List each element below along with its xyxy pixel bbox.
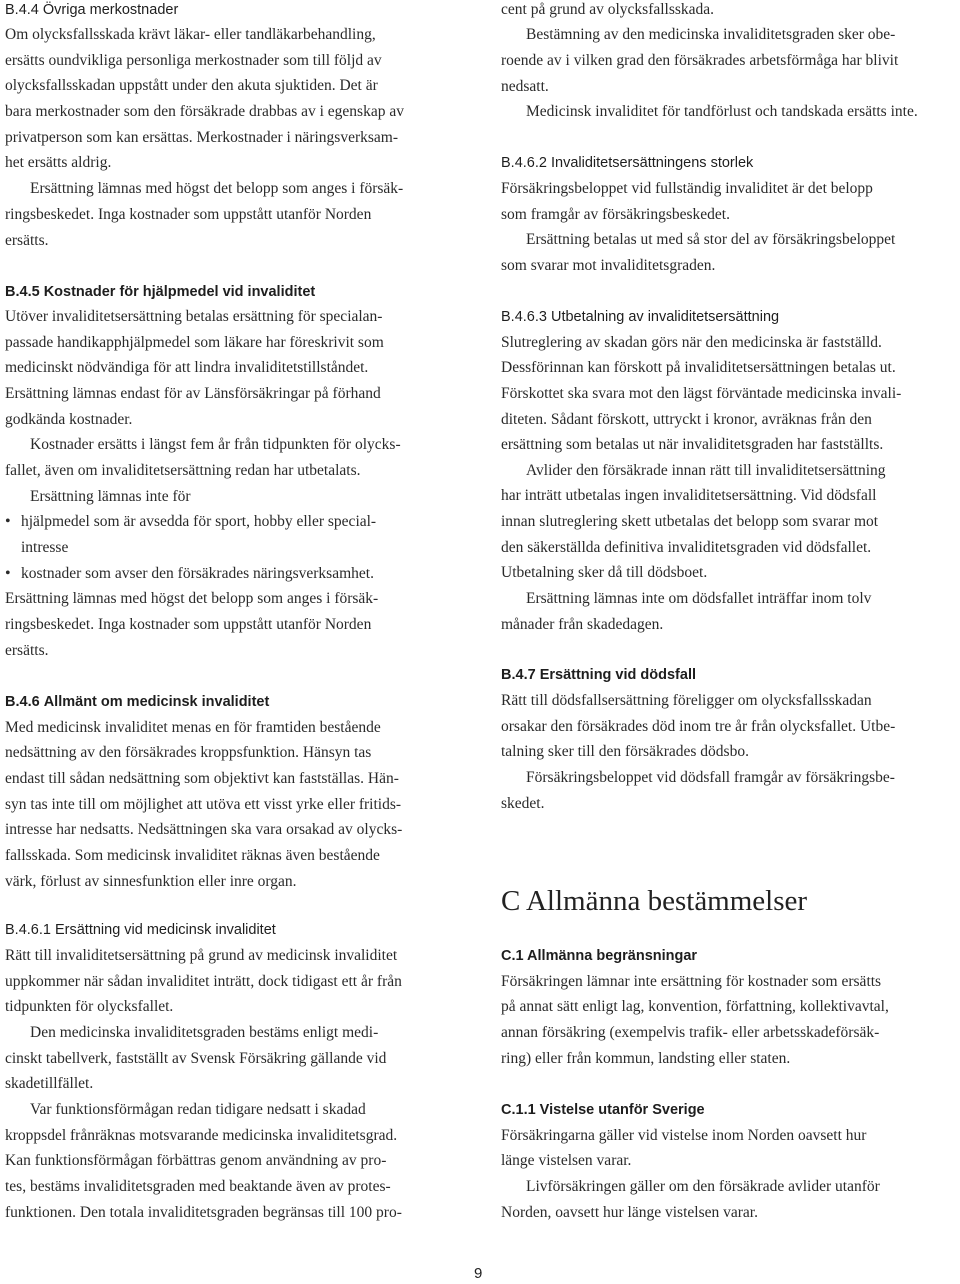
text-line: som framgår av försäkringsbeskedet. [501,206,730,223]
text-line: länge vistelsen varar. [501,1152,632,1169]
heading-text: Allmänt om medicinsk invaliditet [43,694,270,710]
text-line: Ersättning lämnas med högst det belopp som anges i försäk- [30,180,404,197]
text-line: Var funktionsförmågan redan tidigare nedsatt i skadad [30,1101,366,1118]
text-line: Norden, oavsett hur länge vistelsen varar. [501,1204,758,1221]
text-line: ersätts. [5,642,49,659]
text-line: Den medicinska invaliditetsgraden bestäms enligt medi- [30,1024,379,1041]
text-line: Rätt till invaliditetsersättning på grund av medicinsk invaliditet [5,947,398,964]
text-line: Kan funktionsförmågan förbättras genom användning av pro- [5,1152,387,1169]
text-line: cinskt tabellverk, fastställt av Svensk Försäkring gällande vid [5,1050,387,1067]
heading-b461: B.4.6.1 Ersättning vid medicinsk invaliditet [5,922,276,938]
page-number: 9 [474,1265,483,1282]
heading-number: B.4.5 [5,284,40,300]
text-line: som svarar mot invaliditetsgraden. [501,257,716,274]
text-line: cent på grund av olycksfallsskada. [501,1,715,18]
text-line: godkända kostnader. [5,411,133,428]
text-line: ersättning som betalas ut när invaliditetsgraden har fastställts. [501,436,884,453]
text-line: Ersättning lämnas endast för av Länsförsäkringar på förhand [5,385,381,402]
text-line: bara merkostnader som den försäkrade drabbas av i egenskap av [5,103,404,120]
text-line: fallsskada. Som medicinsk invaliditet räknas även bestående [5,847,380,864]
text-line: medicinskt nödvändiga för att lindra invaliditetstillståndet. [5,359,369,376]
text-line: skedet. [501,795,545,812]
text-line: passade handikapphjälpmedel som läkare har föreskrivit som [5,334,384,351]
text-line: ring) eller från kommun, landsting eller staten. [501,1050,791,1067]
bullet-item: hjälpmedel som är avsedda för sport, hobby eller special- [21,513,377,530]
text-line: orsakar den försäkrades död inom tre år från olycksfallet. Utbe- [501,718,896,735]
text-line: Försäkringsbeloppet vid fullständig invaliditet är det belopp [501,180,873,197]
text-line: Livförsäkringen gäller om den försäkrade avlider utanför [526,1178,880,1195]
text-line: ringsbeskedet. Inga kostnader som uppstått utanför Norden [5,616,372,633]
text-line: annan försäkring (exempelvis trafik- eller arbetsskadeförsäk- [501,1024,880,1041]
text-line: skadetillfället. [5,1075,94,1092]
text-line: het ersätts aldrig. [5,154,112,171]
text-line: privatperson som kan ersättas. Merkostnader i näringsverksam- [5,129,398,146]
bullet-item: kostnader som avser den försäkrades näringsverksamhet. [21,565,374,582]
text-line: uppkommer när sådan invaliditet inträtt, dock tidigast ett år från [5,973,402,990]
text-line: funktionen. Den totala invaliditetsgraden begränsas till 100 pro- [5,1204,402,1221]
text-line: ersätts oundvikliga personliga merkostnader som till följd av [5,52,382,69]
text-line: Bestämning av den medicinska invaliditetsgraden sker obe- [526,26,896,43]
text-line: Förskottet ska svara mot den lägst förväntade medicinska invali- [501,385,902,402]
text-line: fallet, även om invaliditetsersättning redan har utbetalats. [5,462,361,479]
text-line: Om olycksfallsskada krävt läkar- eller tandläkarbehandling, [5,26,376,43]
text-line: Försäkringsbeloppet vid dödsfall framgår av försäkringsbe- [526,769,895,786]
text-line: intresse har nedsatts. Nedsättningen ska vara orsakad av olycks- [5,821,403,838]
text-line: Kostnader ersätts i längst fem år från tidpunkten för olycks- [30,436,401,453]
heading-b47 [501,665,696,685]
text-line: ringsbeskedet. Inga kostnader som uppstått utanför Norden [5,206,372,223]
text-line: nedsatt. [501,78,549,95]
text-line: Försäkringen lämnar inte ersättning för kostnader som ersätts [501,973,882,990]
text-line: tes, bestäms invaliditetsgraden med beaktande även av protes- [5,1178,391,1195]
text-line: Dessförinnan kan förskott på invaliditetsersättningen betalas ut. [501,359,896,376]
text-line: Medicinsk invaliditet för tandförlust och tandskada ersätts inte. [526,103,918,120]
heading-b44: B.4.4 Övriga merkostnader [5,2,179,18]
heading-b462: B.4.6.2 Invaliditetsersättningens storlek [501,155,754,171]
heading-text: Kostnader för hjälpmedel vid invaliditet [43,284,316,300]
text-line: Ersättning lämnas med högst det belopp som anges i försäk- [5,590,379,607]
heading-c1 [501,946,697,966]
heading-b46 [5,692,269,712]
heading-text: C.1.1 Vistelse utanför Sverige [501,1102,705,1118]
bullet: • [5,565,11,582]
text-line: talning sker till den försäkrades dödsbo. [501,743,749,760]
text-line: månader från skadedagen. [501,616,664,633]
text-line: Försäkringarna gäller vid vistelse inom Norden oavsett hur [501,1127,867,1144]
text-line: innan slutreglering skett utbetalas det belopp som svarar mot [501,513,879,530]
text-line: ersätts. [5,232,49,249]
text-line: Ersättning lämnas inte för [30,488,191,505]
heading-b463: B.4.6.3 Utbetalning av invaliditetsersättning [501,309,780,325]
text-line: Ersättning betalas ut med så stor del av försäkringsbeloppet [526,231,896,248]
heading-number: B.4.6 [5,694,40,710]
text-line: på annat sätt enligt lag, konvention, författning, kollektivavtal, [501,998,889,1015]
text-line: olycksfallsskadan uppstått under den akuta sjuktiden. Det är [5,77,378,94]
heading-b45 [5,282,315,302]
text-line: Rätt till dödsfallsersättning föreligger om olycksfallsskadan [501,692,872,709]
heading-text: Ersättning vid dödsfall [539,667,696,683]
heading-text: C.1 Allmänna begränsningar [501,948,698,964]
text-line: Ersättning lämnas inte om dödsfallet inträffar inom tolv [526,590,872,607]
section-c-title: C Allmänna bestämmelser [501,885,808,917]
text-line: den säkerställda definitiva invaliditetsgraden vid dödsfallet. [501,539,872,556]
text-line: Slutreglering av skadan görs när den medicinska är fastställd. [501,334,882,351]
text-line: Med medicinsk invaliditet menas en för framtiden bestående [5,719,381,736]
text-line: intresse [21,539,69,556]
text-line: värk, förlust av sinnesfunktion eller inre organ. [5,873,297,890]
text-line: roende av i vilken grad den försäkrades arbetsförmåga har blivit [501,52,899,69]
heading-c11 [501,1100,705,1120]
text-line: syn tas inte till om möjlighet att utöva ett visst yrke eller fritids- [5,796,402,813]
text-line: Utbetalning sker då till dödsboet. [501,564,708,581]
text-line: Utöver invaliditetsersättning betalas ersättning för specialan- [5,308,383,325]
text-line: Avlider den försäkrade innan rätt till invaliditetsersättning [526,462,886,479]
text-line: diteten. Sådant förskott, uttryckt i kronor, avräknas från den [501,411,872,428]
bullet: • [5,513,11,530]
text-line: tidpunkten för olycksfallet. [5,998,174,1015]
text-line: nedsättning av den försäkrades kroppsfunktion. Hänsyn tas [5,744,372,761]
heading-number: B.4.7 [501,667,536,683]
text-line: endast till sådan nedsättning som objektivt kan fastställas. Hän- [5,770,399,787]
text-line: kroppsdel frånräknas motsvarande medicinska invaliditetsgrad. [5,1127,398,1144]
text-line: har inträtt utbetalas ingen invaliditetsersättning. Vid dödsfall [501,487,877,504]
